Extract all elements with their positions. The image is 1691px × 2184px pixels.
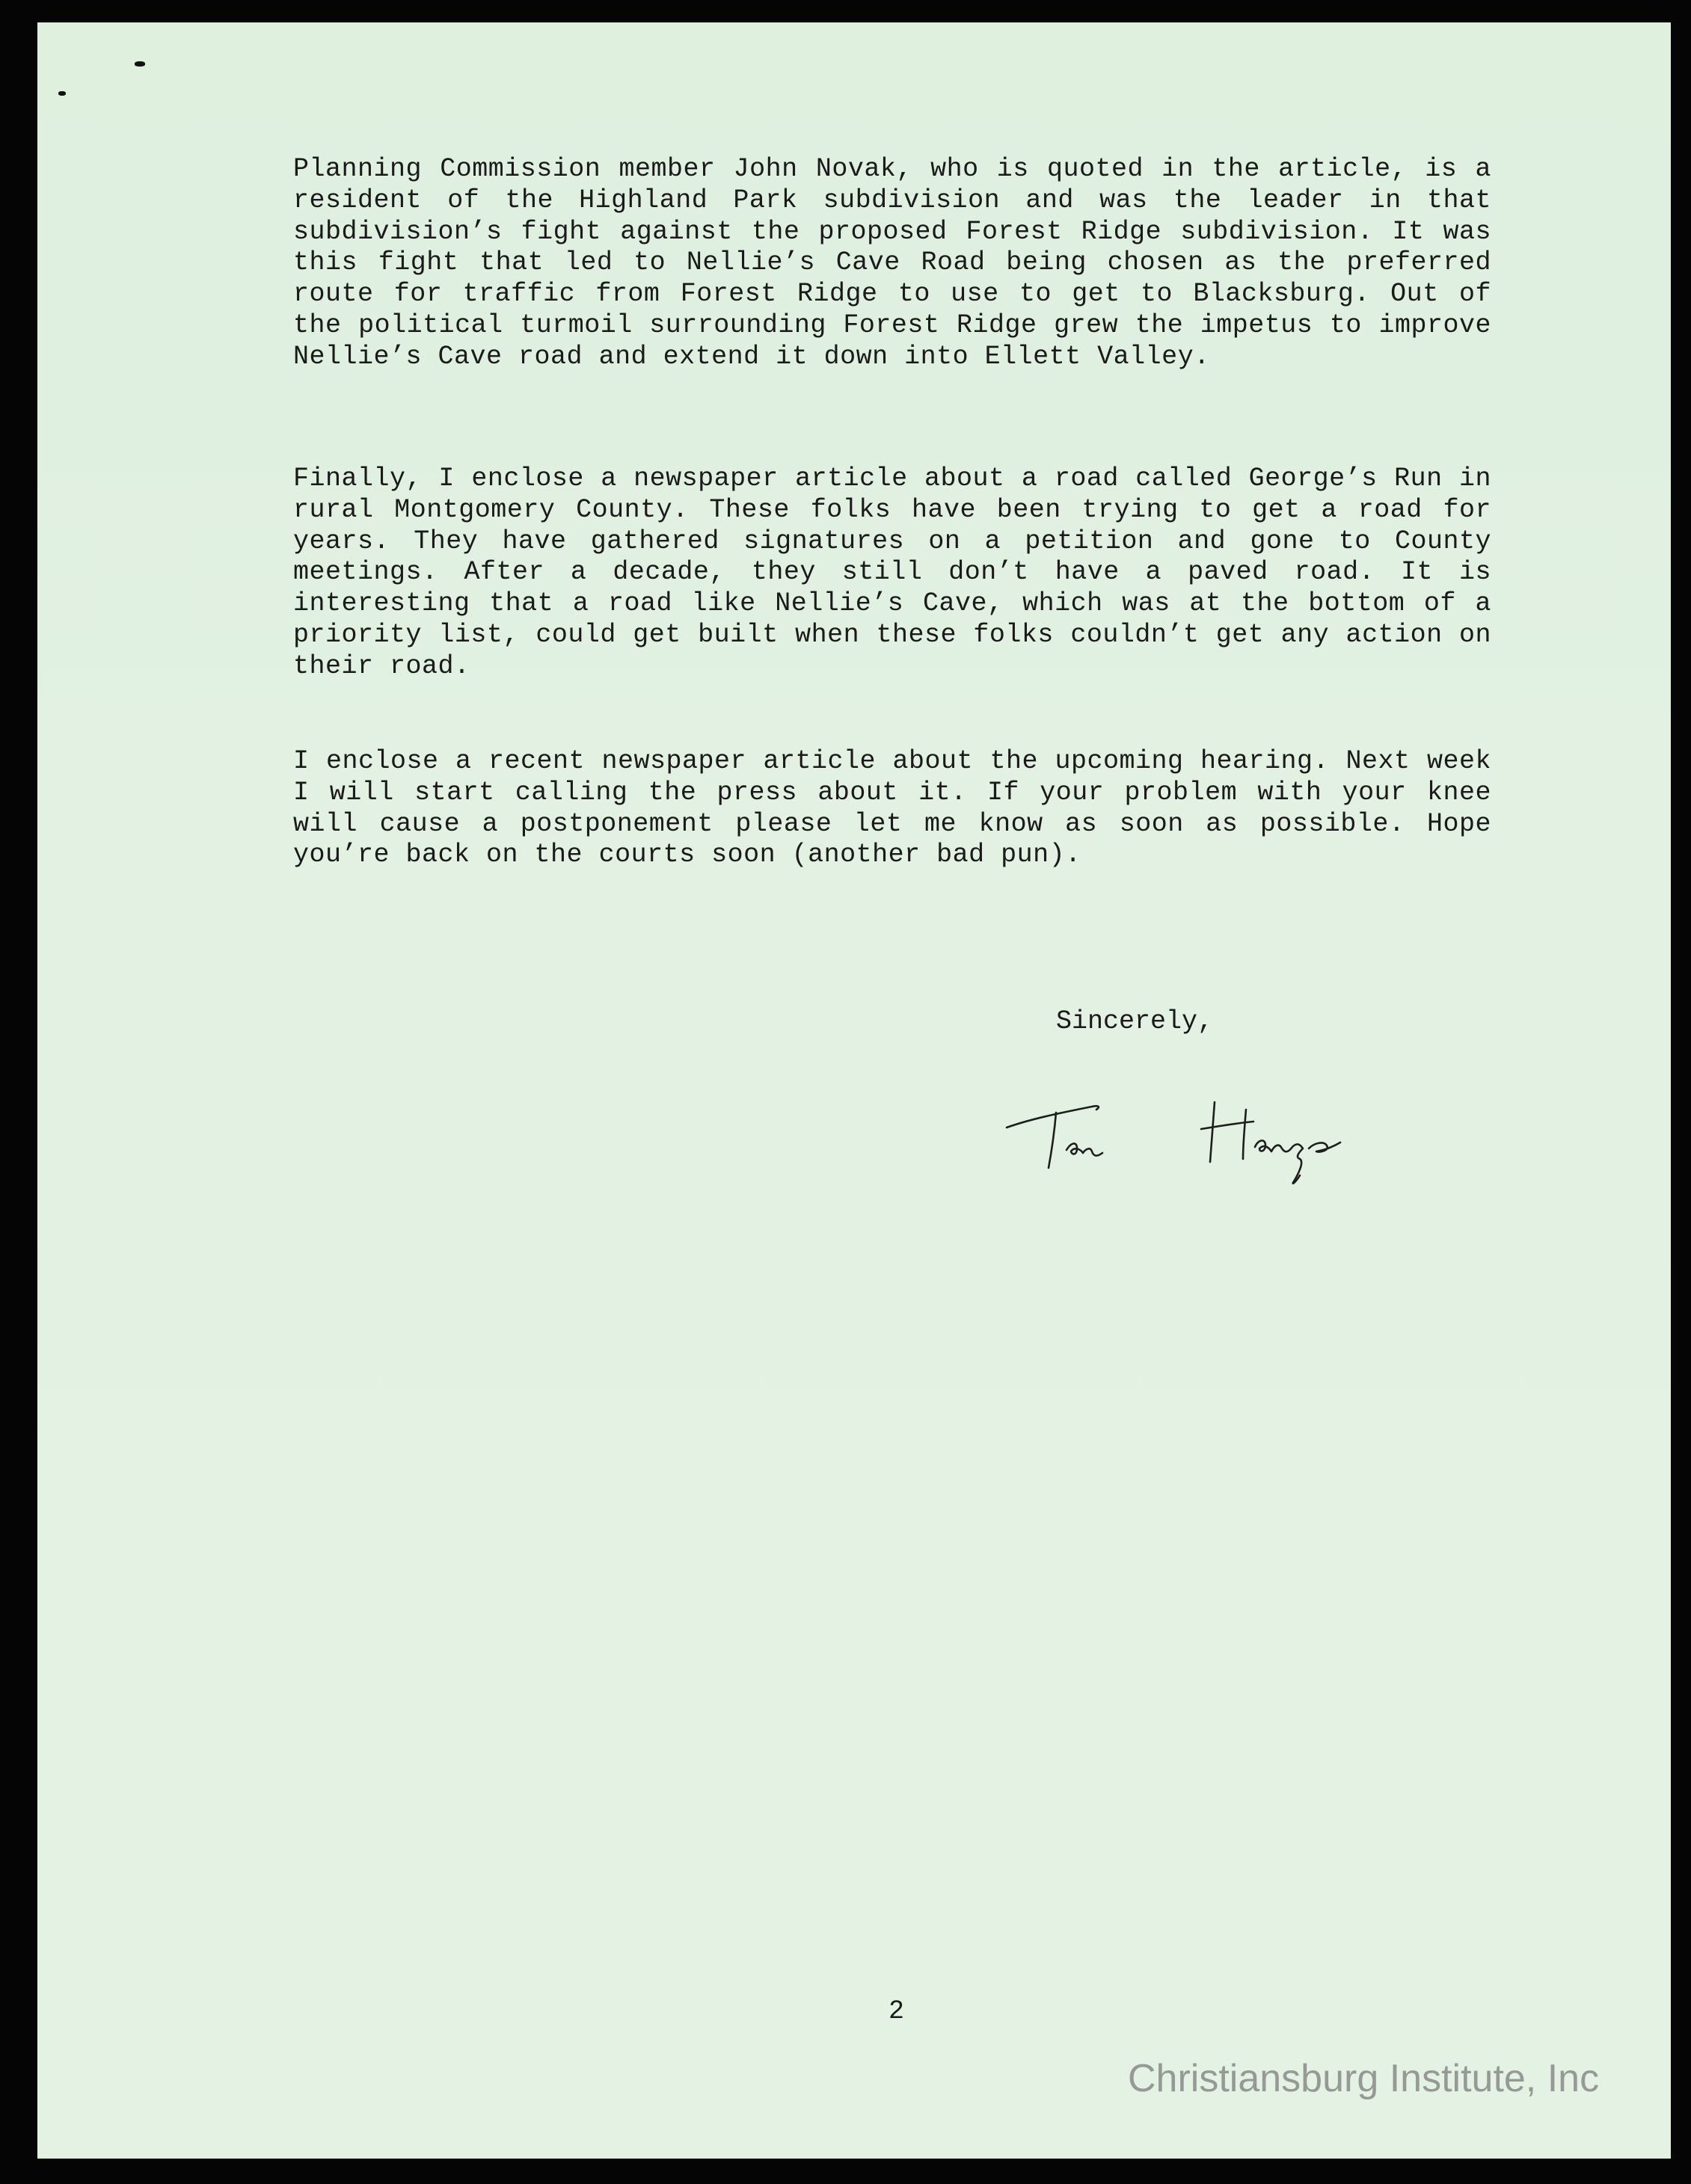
paper-speck — [58, 91, 66, 96]
letter-closing: Sincerely, — [1056, 1006, 1214, 1036]
letter-paragraph-2: Finally, I enclose a newspaper article about a road called George’s Run in rural Montgomery County. These folks have been trying to get a road for years. They have gathered signatures on a petition and gone to County meetings. After a decade, they still don’t have a paved road. It is interesting that a road like Nellie’s Cave, which was at the bottom of a priority list, could get built when these folks couldn’t get any action on their road. — [293, 464, 1491, 681]
paper-speck — [135, 61, 145, 67]
page-number: 2 — [889, 1996, 905, 2026]
letter-paragraph-1: Planning Commission member John Novak, who is quoted in the article, is a resident of the Highland Park subdivision and was the leader in that subdivision’s fight against the proposed Forest Ridge subdivision. It was this fight that led to Nellie’s Cave Road being chosen as the preferred route for traffic from Forest Ridge to use to get to Blacksburg. Out of the political turmoil surrounding Forest Ridge grew the impetus to improve Nellie’s Cave road and extend it down into Ellett Valley. — [293, 154, 1491, 372]
letter-page — [37, 22, 1671, 2159]
letter-paragraph-3: I enclose a recent newspaper article about the upcoming hearing. Next week I will start calling the press about it. If your problem with your knee will cause a postponement please let me know as soon as possible. Hope you’re back on the courts soon (another bad pun). — [293, 746, 1491, 870]
handwritten-signature — [1002, 1084, 1391, 1204]
archive-watermark: Christiansburg Institute, Inc — [1128, 2057, 1600, 2100]
